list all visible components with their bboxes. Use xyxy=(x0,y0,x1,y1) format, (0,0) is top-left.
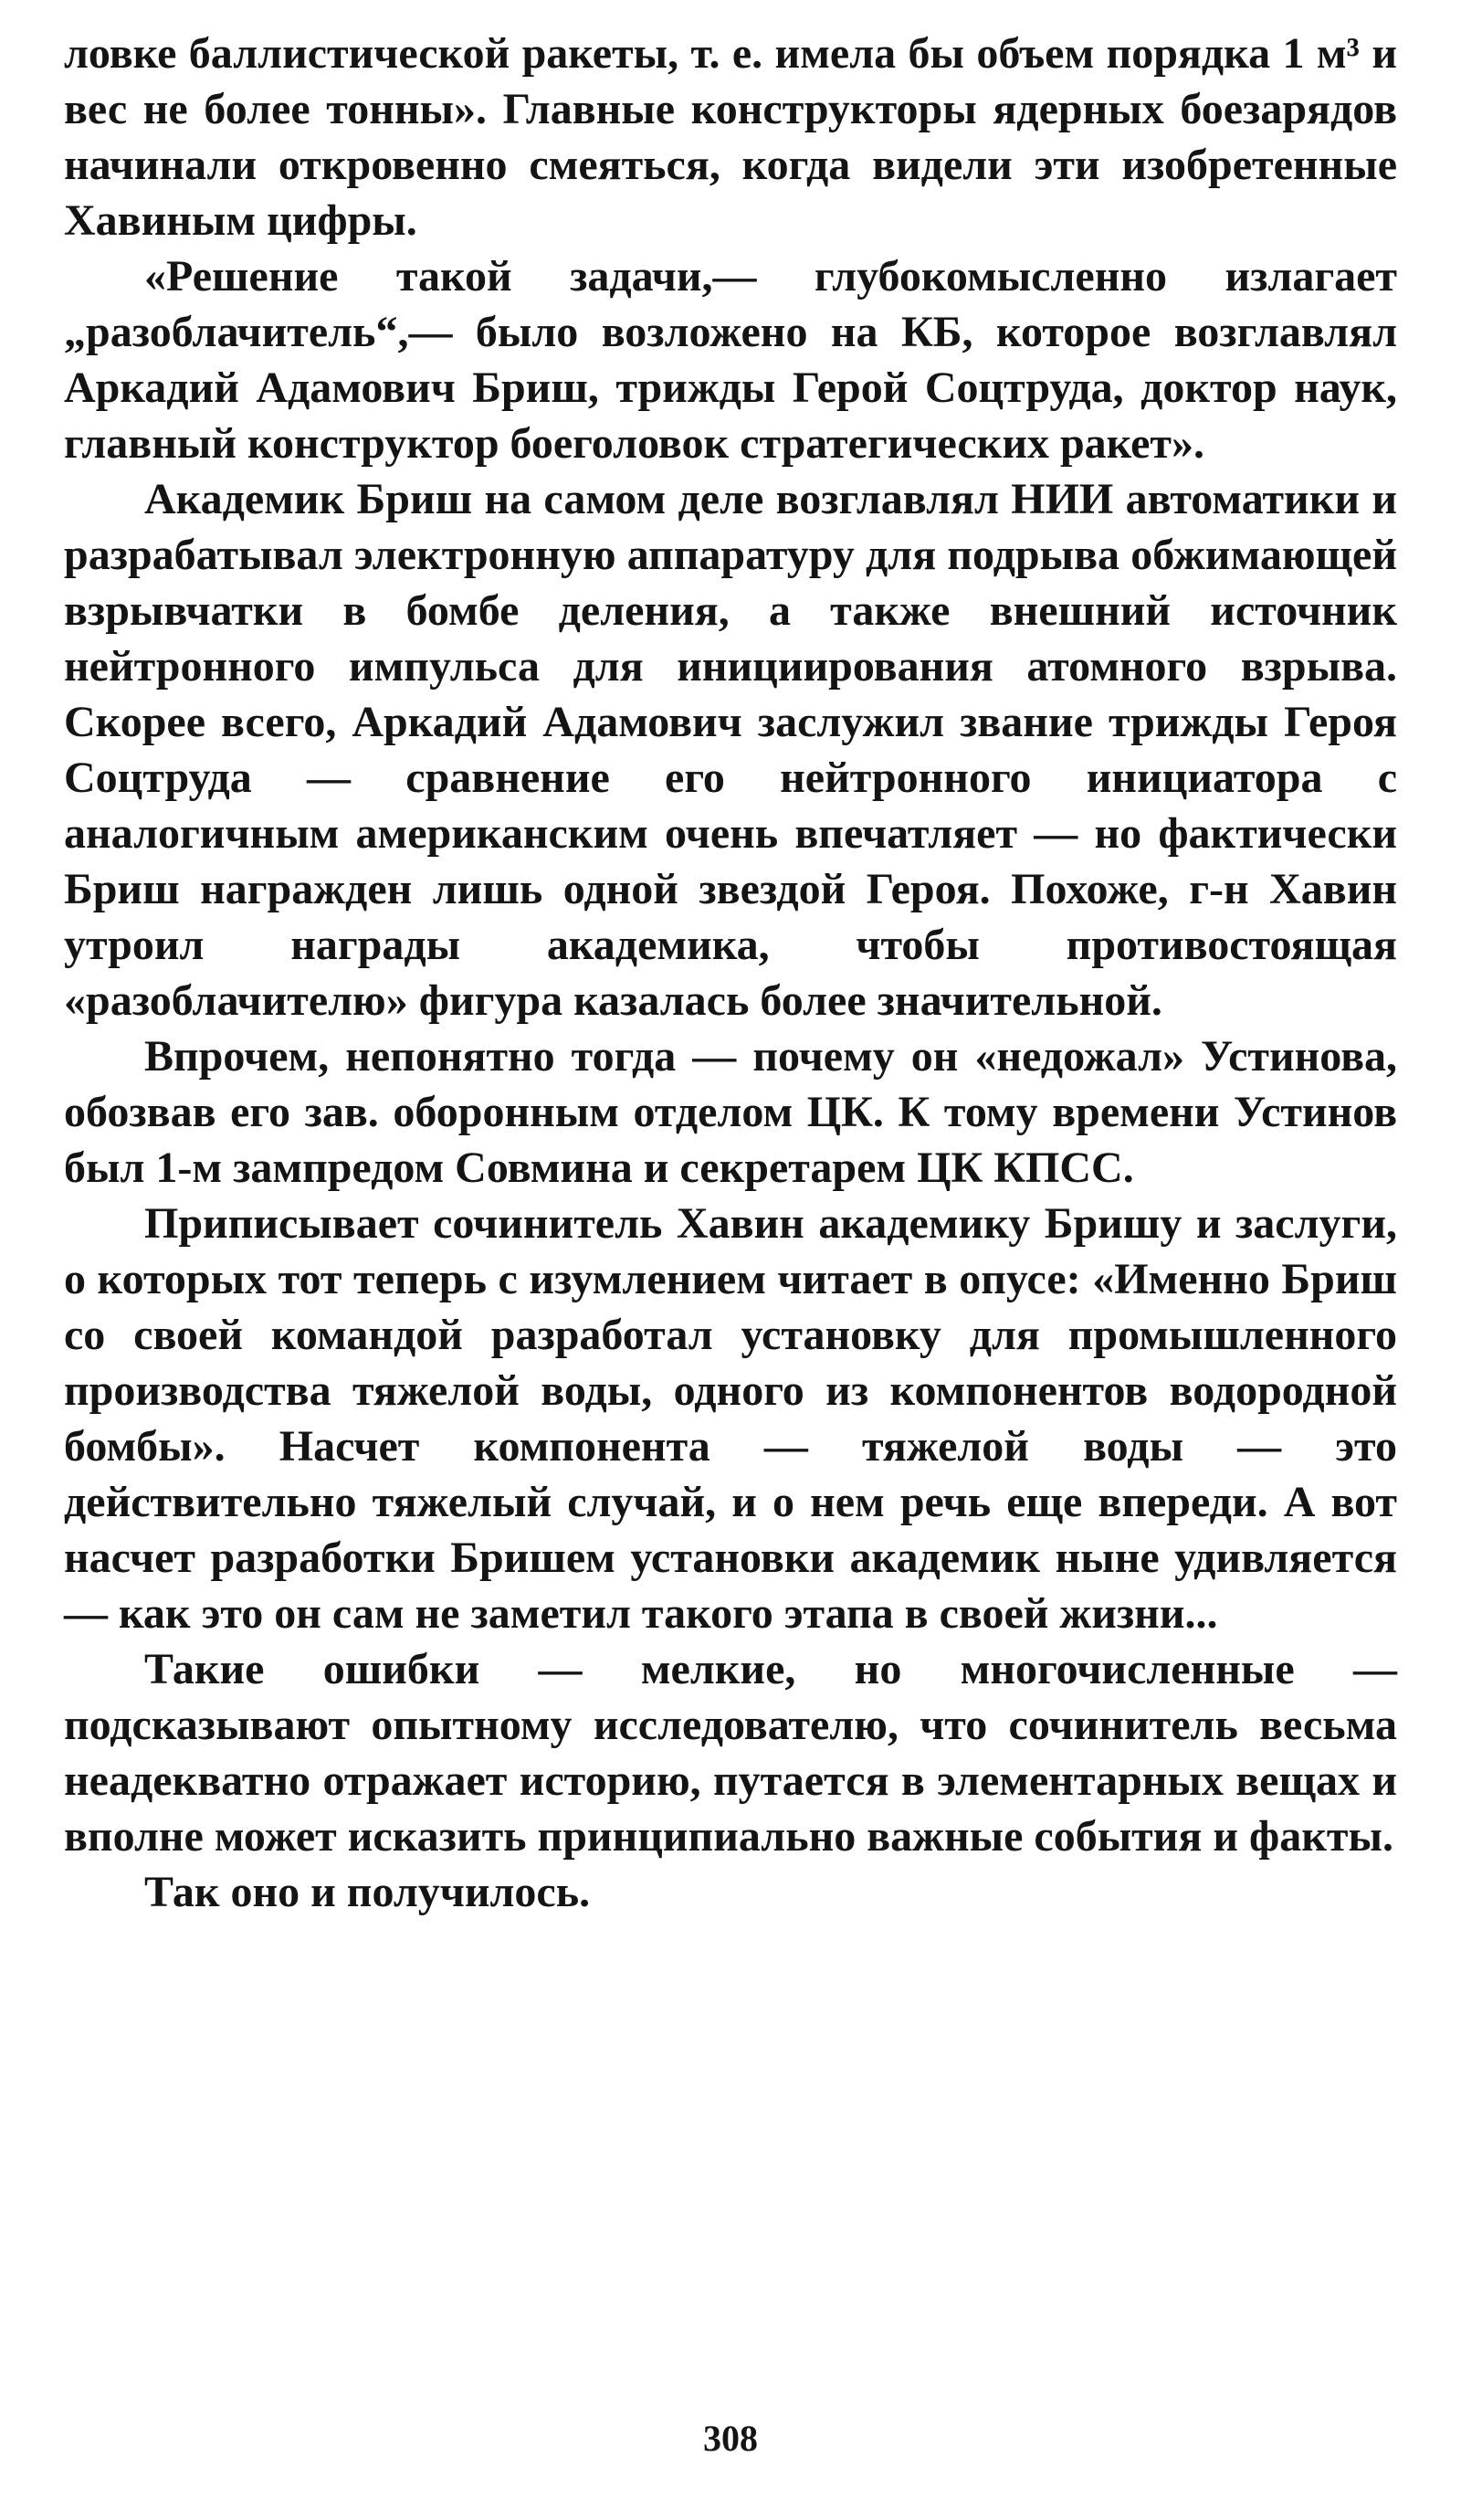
paragraph-6: Такие ошибки — мелкие, но многочисленные — подсказывают опытному исследователю, что сочинитель весьма неадекватно отражает историю, путается в элементарных вещах и вполне может исказить принципиально важные события и факты. xyxy=(64,1645,1397,1861)
paragraph-5: Приписывает сочинитель Хавин академику Бришу и заслуги, о которых тот теперь с изумлением читает в опусе: «Именно Бриш со своей командой разработал установку для промышленного производства тяжелой воды, одного из компонентов водородной бомбы». Насчет компонента — тяжелой воды — это действительно тяжелый случай, и о нем речь еще впереди. А вот насчет разработки Бришем установки академик ныне удивляется — как это он сам не заметил такого этапа в своей жизни... xyxy=(64,1199,1397,1638)
paragraph-4: Впрочем, непонятно тогда — почему он «недожал» Устинова, обозвав его зав. оборонным отделом ЦК. К тому времени Устинов был 1-м зампредом Совмина и секретарем ЦК КПСС. xyxy=(64,1032,1397,1192)
body-text xyxy=(64,26,1397,1920)
paragraph-3: Академик Бриш на самом деле возглавлял НИИ автоматики и разрабатывал электронную аппаратуру для подрыва обжимающей взрывчатки в бомбе деления, а также внешний источник нейтронного импульса для инициирования атомного взрыва. Скорее всего, Аркадий Адамович заслужил звание трижды Героя Соцтруда — сравнение его нейтронного инициатора с аналогичным американским очень впечатляет — но фактически Бриш награжден лишь одной звездой Героя. Похоже, г-н Хавин утроил награды академика, чтобы противостоящая «разоблачителю» фигура казалась более значительной. xyxy=(64,475,1397,1025)
paragraph-1: ловке баллистической ракеты, т. е. имела бы объем порядка 1 м³ и вес не более тонны». Главные конструкторы ядерных боезарядов начинали откровенно смеяться, когда видели эти изобретенные Хавиным цифры. xyxy=(64,29,1397,245)
paragraph-7: Так оно и получилось. xyxy=(144,1868,591,1916)
paragraph-2: «Решение такой задачи,— глубокомысленно излагает „разоблачитель“,— было возложено на КБ, которое возглавлял Аркадий Адамович Бриш, трижды Герой Соцтруда, доктор наук, главный конструктор боеголовок стратегических ракет». xyxy=(64,252,1397,468)
page-number: 308 xyxy=(703,2418,758,2459)
